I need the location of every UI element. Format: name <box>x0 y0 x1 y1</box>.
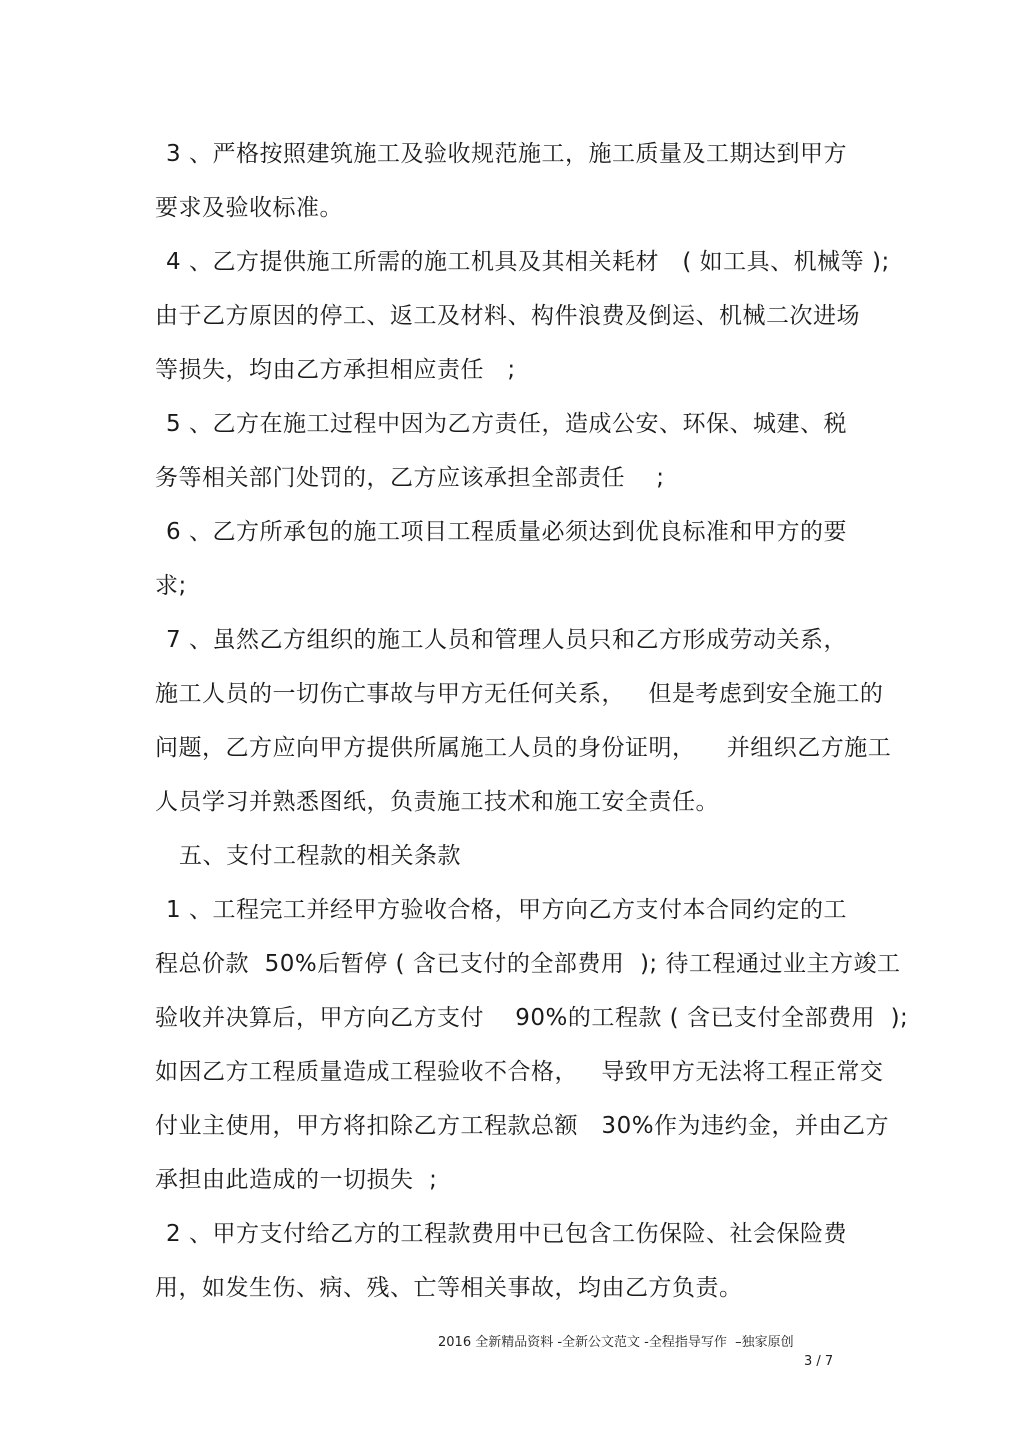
text-line: 承担由此造成的一切损失 ; <box>155 1167 438 1193</box>
text-line: 用，如发生伤、病、残、亡等相关事故，均由乙方负责。 <box>155 1275 743 1301</box>
section-heading: 五、支付工程款的相关条款 <box>179 843 461 869</box>
text-line: 1 、工程完工并经甲方验收合格，甲方向乙方支付本合同约定的工 <box>166 897 847 923</box>
text-line: 要求及验收标准。 <box>155 195 343 221</box>
text-line: 5 、乙方在施工过程中因为乙方责任，造成公安、环保、城建、税 <box>166 411 847 437</box>
page-number: 3 / 7 <box>804 1354 834 1369</box>
text-line: 求; <box>155 573 187 599</box>
text-line: 如因乙方工程质量造成工程验收不合格， 导致甲方无法将工程正常交 <box>155 1059 884 1085</box>
text-line: 等损失，均由乙方承担相应责任 ; <box>155 357 516 383</box>
text-line: 6 、乙方所承包的施工项目工程质量必须达到优良标准和甲方的要 <box>166 519 847 545</box>
text-line: 问题，乙方应向甲方提供所属施工人员的身份证明， 并组织乙方施工 <box>155 735 892 761</box>
text-line: 人员学习并熟悉图纸，负责施工技术和施工安全责任。 <box>155 789 719 815</box>
text-line: 3 、严格按照建筑施工及验收规范施工，施工质量及工期达到甲方 <box>166 141 847 167</box>
footer-tagline: 2016 全新精品资料 -全新公文范文 -全程指导写作 –独家原创 <box>438 1335 794 1350</box>
text-line: 7 、虽然乙方组织的施工人员和管理人员只和乙方形成劳动关系， <box>166 627 847 653</box>
text-line: 由于乙方原因的停工、返工及材料、构件浪费及倒运、机械二次进场 <box>155 303 860 329</box>
text-line: 程总价款 50%后暂停 ( 含已支付的全部费用 ); 待工程通过业主方竣工 <box>155 951 901 977</box>
text-line: 付业主使用，甲方将扣除乙方工程款总额 30%作为违约金，并由乙方 <box>155 1113 890 1139</box>
text-line: 2 、甲方支付给乙方的工程款费用中已包含工伤保险、社会保险费 <box>166 1221 847 1247</box>
text-line: 务等相关部门处罚的，乙方应该承担全部责任 ; <box>155 465 665 491</box>
text-line: 4 、乙方提供施工所需的施工机具及其相关耗材 ( 如工具、机械等 ); <box>166 249 890 275</box>
text-line: 验收并决算后，甲方向乙方支付 90%的工程款 ( 含已支付全部费用 ); <box>155 1005 909 1031</box>
text-line: 施工人员的一切伤亡事故与甲方无任何关系， 但是考虑到安全施工的 <box>155 681 884 707</box>
